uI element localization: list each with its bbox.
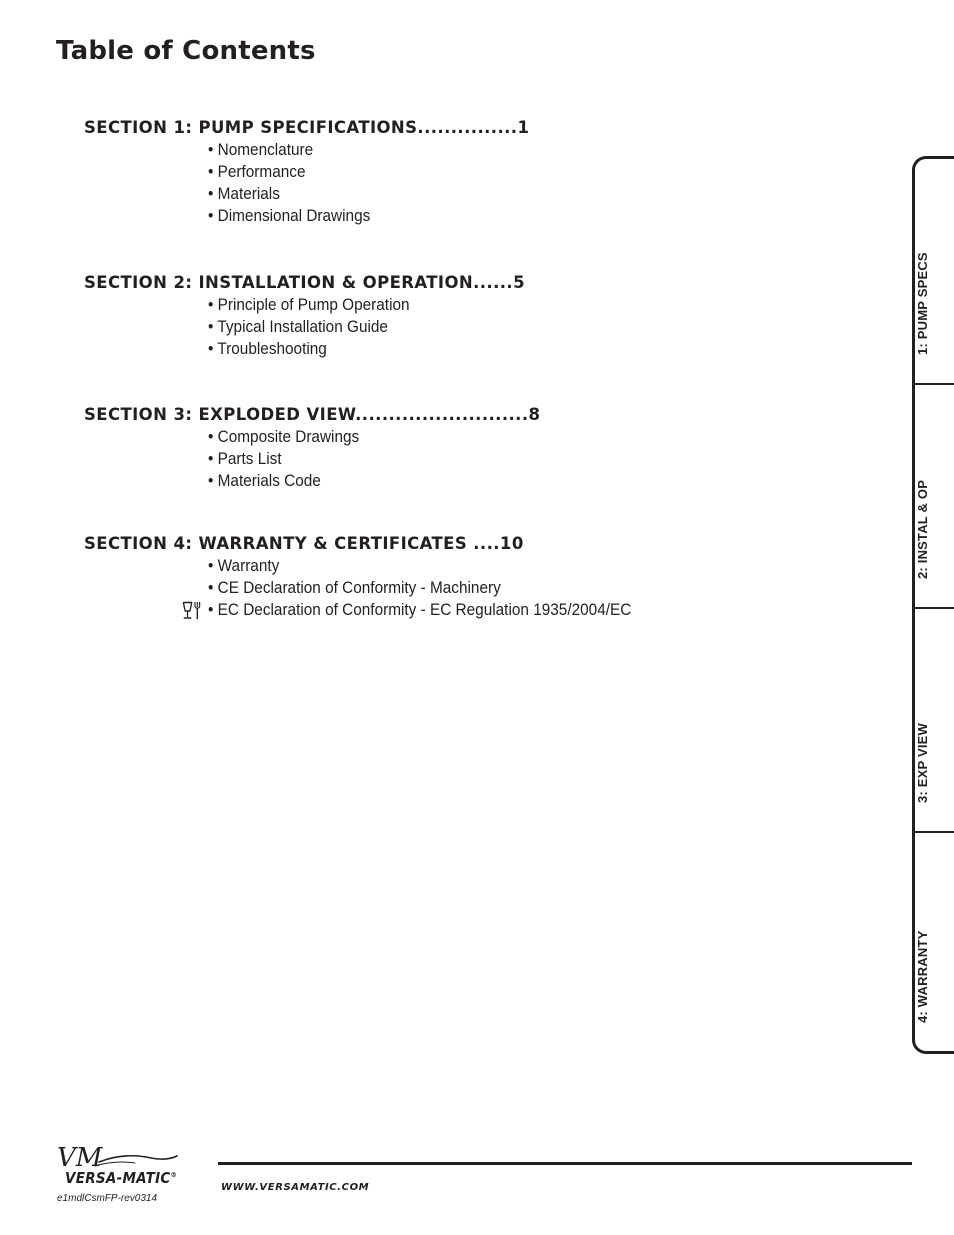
toc-section-2 bbox=[84, 272, 784, 360]
section-item-list bbox=[84, 294, 784, 360]
side-tab-label: 4: WARRANTY bbox=[915, 930, 930, 1023]
toc-item: • Typical Installation Guide bbox=[208, 318, 388, 336]
document-code: e1mdlCsmFP-rev0314 bbox=[57, 1193, 158, 1204]
side-tab-label: 1: PUMP SPECS bbox=[915, 252, 930, 355]
section-side-tabs bbox=[912, 156, 954, 1054]
section-heading[interactable]: SECTION 1: PUMP SPECIFICATIONS...............1 bbox=[84, 118, 530, 137]
toc-section-4 bbox=[84, 533, 784, 621]
toc-item: • Composite Drawings bbox=[208, 428, 360, 446]
section-item-list bbox=[84, 426, 784, 492]
brand-name bbox=[65, 1169, 177, 1187]
website-link[interactable]: WWW.VERSAMATIC.COM bbox=[221, 1182, 370, 1193]
page-title: Table of Contents bbox=[56, 36, 316, 66]
side-tab-label: 3: EXP VIEW bbox=[915, 723, 930, 803]
toc-section-1 bbox=[84, 117, 784, 227]
side-tab-instal-op[interactable] bbox=[915, 383, 954, 607]
toc-item: • Materials Code bbox=[208, 472, 321, 490]
section-heading[interactable]: SECTION 4: WARRANTY & CERTIFICATES ....10 bbox=[84, 534, 524, 553]
toc-item: • Materials bbox=[208, 185, 280, 203]
side-tab-exp-view[interactable] bbox=[915, 607, 954, 831]
toc-item: • Warranty bbox=[208, 557, 280, 575]
section-heading[interactable]: SECTION 2: INSTALLATION & OPERATION......5 bbox=[84, 273, 525, 292]
registered-mark: ® bbox=[170, 1171, 178, 1179]
side-tab-label: 2: INSTAL & OP bbox=[915, 479, 930, 579]
side-tab-warranty[interactable] bbox=[915, 831, 954, 1051]
toc-item-label: • EC Declaration of Conformity - EC Regulation 1935/2004/EC bbox=[208, 601, 632, 619]
toc-item: • Nomenclature bbox=[208, 141, 314, 159]
svg-text:VM: VM bbox=[57, 1143, 103, 1173]
toc-item: • Principle of Pump Operation bbox=[208, 296, 410, 314]
section-item-list bbox=[84, 555, 784, 621]
footer-rule bbox=[218, 1162, 912, 1165]
side-tab-pump-specs[interactable] bbox=[915, 159, 954, 383]
toc-section-3 bbox=[84, 404, 784, 492]
section-heading[interactable]: SECTION 3: EXPLODED VIEW..........................8 bbox=[84, 405, 541, 424]
toc-item: • Performance bbox=[208, 163, 306, 181]
toc-item-ec-declaration bbox=[208, 599, 744, 621]
brand-wordmark: VERSA-MATIC bbox=[65, 1169, 171, 1187]
food-contact-glass-fork-icon bbox=[182, 601, 204, 620]
toc-item: • Dimensional Drawings bbox=[208, 207, 371, 225]
toc-item: • Parts List bbox=[208, 450, 282, 468]
versa-matic-logo bbox=[55, 1142, 215, 1192]
toc-item: • Troubleshooting bbox=[208, 340, 327, 358]
toc-item: • CE Declaration of Conformity - Machinery bbox=[208, 579, 501, 597]
section-item-list bbox=[84, 139, 784, 227]
